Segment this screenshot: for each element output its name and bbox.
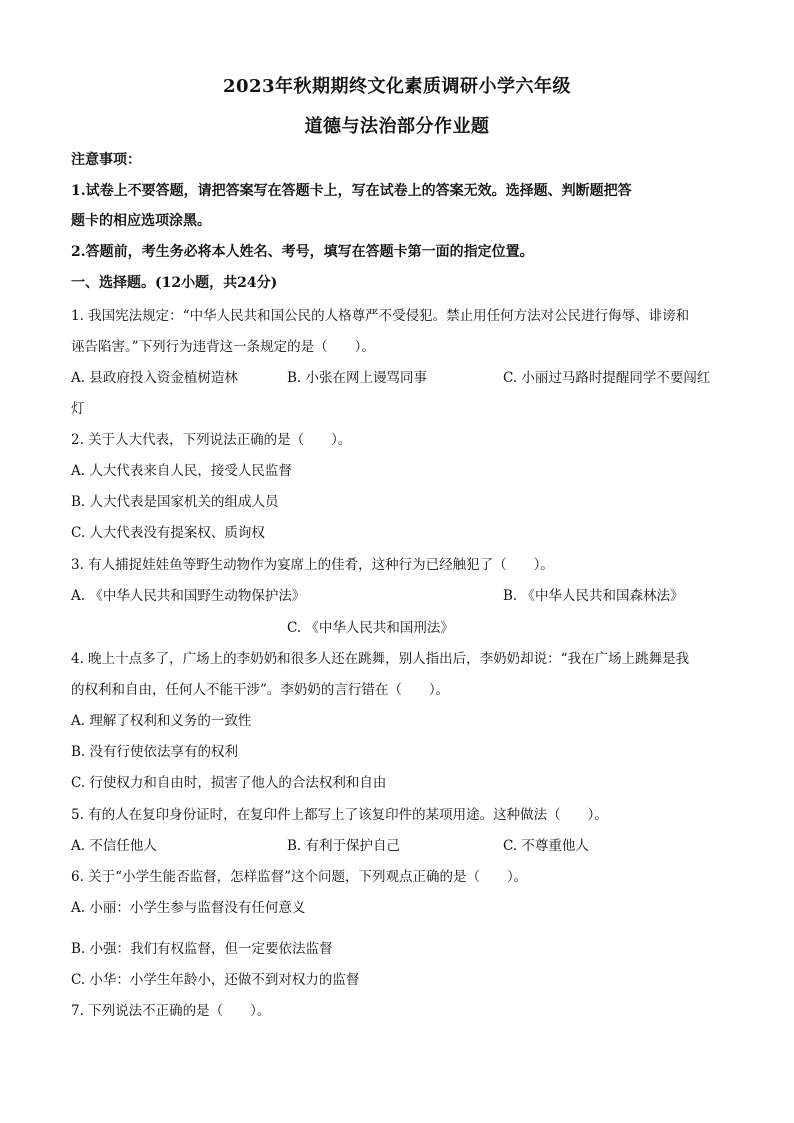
q5-option-b: B. 有利于保护自己 (287, 838, 401, 854)
notice-item1-line1: 1.试卷上不要答题，请把答案写在答题卡上，写在试卷上的答案无效。选择题、判断题把答 (71, 183, 632, 199)
notice-item1-line2: 题卡的相应选项涂黑。 (71, 213, 211, 229)
q7-stem: 7. 下列说法不正确的是（ ）。 (71, 1003, 271, 1019)
q6-option-a: A. 小丽：小学生参与监督没有任何意义 (71, 900, 306, 916)
q1-option-b: B. 小张在网上谩骂同事 (287, 370, 428, 386)
q1-option-a: A. 县政府投入资金植树造林 (71, 370, 238, 386)
q1-stem-line1: 1. 我国宪法规定：“中华人民共和国公民的人格尊严不受侵犯。禁止用任何方法对公民进行侮辱、诽谤和 (71, 308, 690, 324)
q1-option-c-wrap: 灯 (71, 401, 85, 417)
exam-title-line1: 2023年秋期期终文化素质调研小学六年级 (222, 76, 572, 97)
q5-option-c: C. 不尊重他人 (503, 838, 589, 854)
q1-stem-line2: 诬告陷害。”下列行为违背这一条规定的是（ ）。 (71, 339, 375, 355)
notice-heading: 注意事项： (71, 152, 141, 168)
q4-stem-line1: 4. 晚上十点多了，广场上的李奶奶和很多人还在跳舞，别人指出后，李奶奶却说：“我在广场上跳舞是我 (71, 651, 690, 667)
section1-heading: 一、选择题。(12小题，共24分) (71, 275, 278, 291)
q6-option-c: C. 小华：小学生年龄小，还做不到对权力的监督 (71, 972, 360, 988)
q4-option-b: B. 没有行使依法享有的权利 (71, 744, 239, 760)
q4-stem-line2: 的权利和自由，任何人不能干涉”。李奶奶的言行错在（ ）。 (71, 682, 450, 698)
q4-option-c: C. 行使权力和自由时，损害了他人的合法权利和自由 (71, 775, 387, 791)
q4-option-a: A. 理解了权利和义务的一致性 (71, 713, 252, 729)
q2-stem: 2. 关于人大代表，下列说法正确的是（ ）。 (71, 432, 352, 448)
q5-option-a: A. 不信任他人 (71, 838, 157, 854)
q3-option-c: C. 《中华人民共和国刑法》 (287, 620, 454, 636)
q3-option-a: A. 《中华人民共和国野生动物保护法》 (71, 588, 306, 604)
q6-option-b: B. 小强：我们有权监督，但一定要依法监督 (71, 941, 333, 957)
q6-stem: 6. 关于“小学生能否监督，怎样监督”这个问题，下列观点正确的是（ ）。 (71, 869, 528, 885)
q2-option-b: B. 人大代表是国家机关的组成人员 (71, 494, 279, 510)
q5-stem: 5. 有的人在复印身份证时，在复印件上都写上了该复印件的某项用途。这种做法（ ）。 (71, 807, 608, 823)
q3-stem: 3. 有人捕捉娃娃鱼等野生动物作为宴席上的佳肴，这种行为已经触犯了（ ）。 (71, 557, 554, 573)
q3-option-b: B. 《中华人民共和国森林法》 (503, 588, 684, 604)
q2-option-c: C. 人大代表没有提案权、质询权 (71, 525, 265, 541)
q1-option-c: C. 小丽过马路时提醒同学不要闯红 (503, 370, 711, 386)
q2-option-a: A. 人大代表来自人民，接受人民监督 (71, 463, 292, 479)
notice-item2: 2.答题前，考生务必将本人姓名、考号，填写在答题卡第一面的指定位置。 (71, 244, 534, 260)
exam-title-line2: 道德与法治部分作业题 (304, 116, 490, 137)
